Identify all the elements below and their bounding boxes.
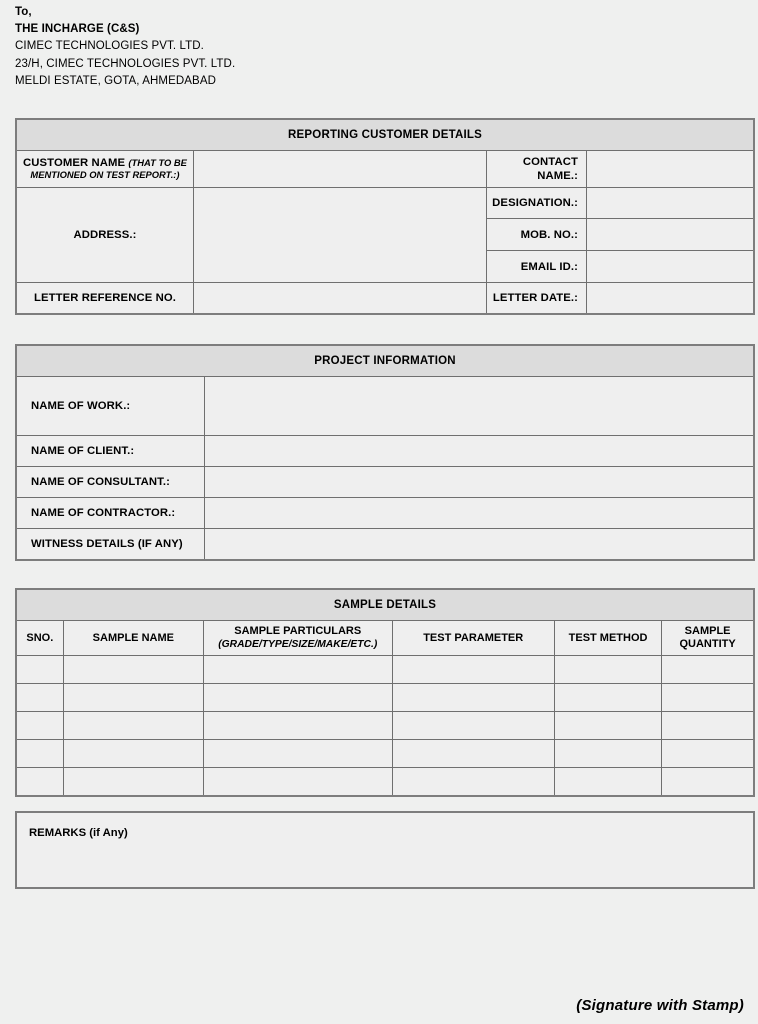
cell-sample-particulars[interactable] [204, 740, 393, 768]
name-of-consultant-label: NAME OF CONSULTANT.: [16, 467, 205, 498]
project-information-table [15, 344, 755, 561]
cell-sample-name[interactable] [63, 740, 203, 768]
cell-test-parameter[interactable] [392, 712, 554, 740]
name-of-contractor-label: NAME OF CONTRACTOR.: [16, 498, 205, 529]
table-row [16, 768, 754, 797]
name-of-client-label: NAME OF CLIENT.: [16, 436, 205, 467]
sample-details-table [15, 588, 755, 797]
cell-sno[interactable] [16, 712, 63, 740]
witness-details-field[interactable] [205, 529, 755, 561]
cell-sample-quantity[interactable] [662, 656, 754, 684]
cell-sno[interactable] [16, 684, 63, 712]
cell-test-method[interactable] [554, 712, 661, 740]
table-row [16, 377, 754, 436]
cell-sample-quantity[interactable] [662, 684, 754, 712]
cell-test-method[interactable] [554, 656, 661, 684]
mobile-number-field[interactable] [587, 219, 755, 251]
email-id-label: EMAIL ID.: [486, 251, 586, 283]
addressee-line-city: MELDI ESTATE, GOTA, AHMEDABAD [15, 74, 216, 87]
cell-sample-quantity[interactable] [662, 740, 754, 768]
cell-sample-particulars[interactable] [204, 684, 393, 712]
section-title-sample-details: SAMPLE DETAILS [16, 589, 754, 621]
name-of-work-label: NAME OF WORK.: [16, 377, 205, 436]
addressee-block [15, 4, 515, 90]
letter-reference-field[interactable] [193, 283, 486, 315]
designation-label: DESIGNATION.: [486, 188, 586, 219]
cell-sample-name[interactable] [63, 656, 203, 684]
remarks-box[interactable] [15, 811, 755, 889]
table-row [16, 436, 754, 467]
table-row [16, 283, 754, 315]
table-row [16, 712, 754, 740]
table-header-row [16, 621, 754, 656]
cell-test-parameter[interactable] [392, 740, 554, 768]
customer-name-field[interactable] [193, 151, 486, 188]
table-row [16, 589, 754, 621]
cell-test-method[interactable] [554, 768, 661, 797]
contact-name-label: CONTACT NAME.: [486, 151, 586, 188]
cell-test-parameter[interactable] [392, 768, 554, 797]
cell-test-parameter[interactable] [392, 656, 554, 684]
designation-field[interactable] [587, 188, 755, 219]
address-field[interactable] [193, 188, 486, 283]
column-header-test-method: TEST METHOD [554, 621, 661, 656]
remarks-label: REMARKS (if Any) [29, 827, 128, 839]
section-title-project-information: PROJECT INFORMATION [16, 345, 754, 377]
section-title-reporting-customer-details: REPORTING CUSTOMER DETAILS [16, 119, 754, 151]
table-row [16, 119, 754, 151]
table-row [16, 529, 754, 561]
column-header-sample-particulars [204, 621, 393, 656]
addressee-line-company: CIMEC TECHNOLOGIES PVT. LTD. [15, 40, 204, 53]
cell-sample-name[interactable] [63, 768, 203, 797]
customer-name-label [16, 151, 193, 188]
cell-test-method[interactable] [554, 740, 661, 768]
column-header-sno: SNO. [16, 621, 63, 656]
name-of-client-field[interactable] [205, 436, 755, 467]
cell-sample-quantity[interactable] [662, 768, 754, 797]
column-header-sample-particulars-text: SAMPLE PARTICULARS [234, 625, 362, 637]
cell-sno[interactable] [16, 656, 63, 684]
letter-reference-label: LETTER REFERENCE NO. [16, 283, 193, 315]
cell-sample-particulars[interactable] [204, 656, 393, 684]
cell-sno[interactable] [16, 768, 63, 797]
table-row [16, 467, 754, 498]
column-header-sample-name: SAMPLE NAME [63, 621, 203, 656]
letter-date-label: LETTER DATE.: [486, 283, 586, 315]
address-label: ADDRESS.: [16, 188, 193, 283]
email-id-field[interactable] [587, 251, 755, 283]
witness-details-label: WITNESS DETAILS (IF ANY) [16, 529, 205, 561]
mobile-number-label: MOB. NO.: [486, 219, 586, 251]
contact-name-field[interactable] [587, 151, 755, 188]
table-row [16, 740, 754, 768]
letter-date-field[interactable] [587, 283, 755, 315]
table-row [16, 656, 754, 684]
addressee-line-incharge: THE INCHARGE (C&S) [15, 23, 140, 36]
name-of-consultant-field[interactable] [205, 467, 755, 498]
cell-test-parameter[interactable] [392, 684, 554, 712]
signature-with-stamp-label: (Signature with Stamp) [576, 997, 744, 1014]
column-header-sample-quantity: SAMPLE QUANTITY [662, 621, 754, 656]
addressee-line-to: To, [15, 6, 32, 18]
table-row [16, 345, 754, 377]
reporting-customer-details-table [15, 118, 755, 315]
cell-sno[interactable] [16, 740, 63, 768]
table-row [16, 498, 754, 529]
cell-test-method[interactable] [554, 684, 661, 712]
column-header-sample-particulars-note: (GRADE/TYPE/SIZE/MAKE/ETC.) [218, 639, 378, 650]
cell-sample-particulars[interactable] [204, 712, 393, 740]
cell-sample-name[interactable] [63, 684, 203, 712]
cell-sample-name[interactable] [63, 712, 203, 740]
table-row [16, 684, 754, 712]
cell-sample-quantity[interactable] [662, 712, 754, 740]
column-header-test-parameter: TEST PARAMETER [392, 621, 554, 656]
table-row [16, 188, 754, 219]
addressee-line-street: 23/H, CIMEC TECHNOLOGIES PVT. LTD. [15, 57, 236, 70]
name-of-work-field[interactable] [205, 377, 755, 436]
table-row [16, 151, 754, 188]
cell-sample-particulars[interactable] [204, 768, 393, 797]
customer-name-label-text: CUSTOMER NAME [23, 157, 126, 169]
customer-name-note: (THAT TO BE MENTIONED ON TEST REPORT.:) [30, 157, 187, 180]
name-of-contractor-field[interactable] [205, 498, 755, 529]
